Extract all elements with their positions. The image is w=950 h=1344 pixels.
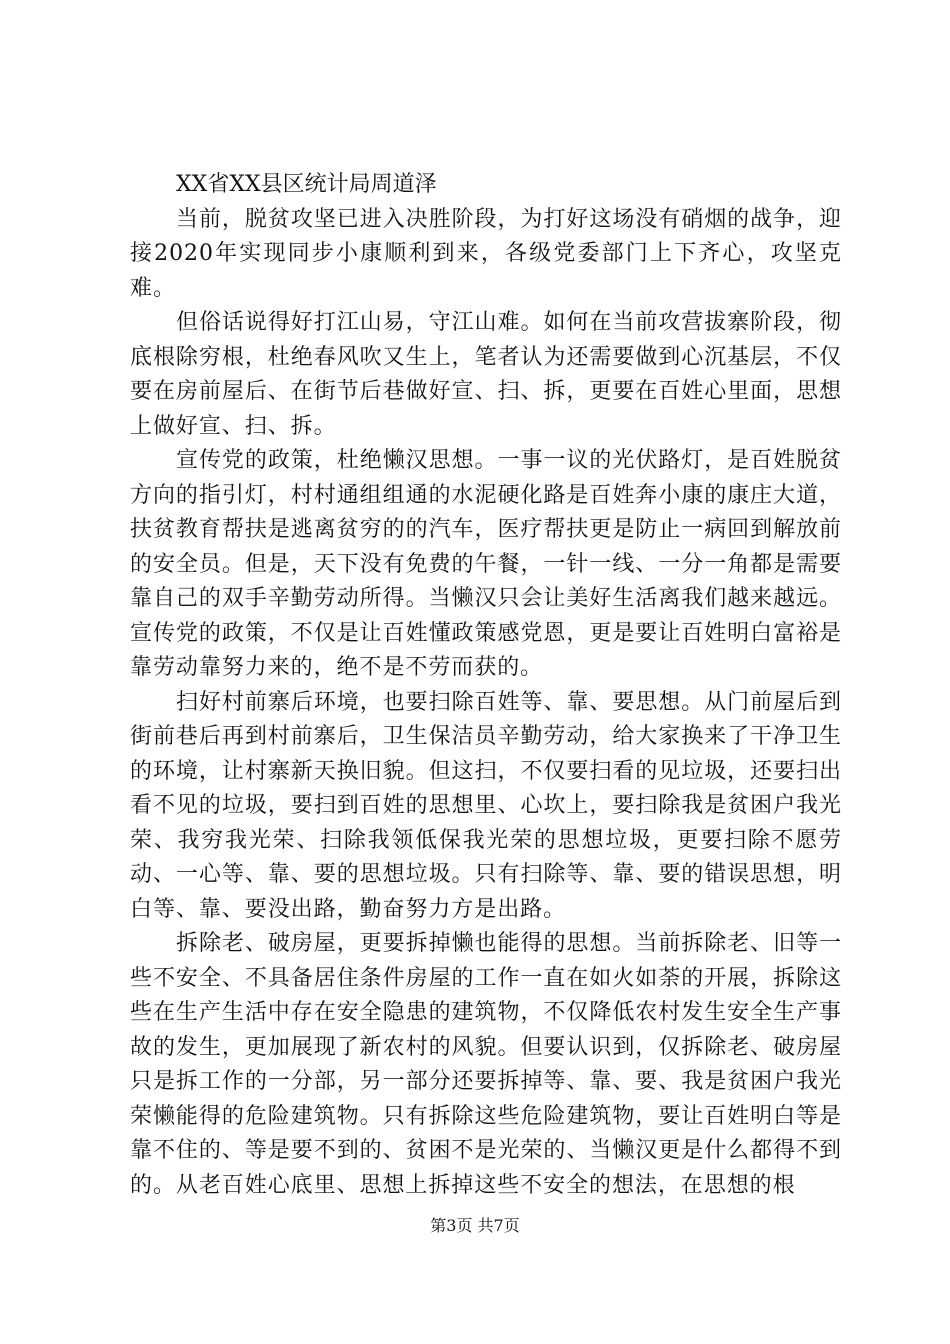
paragraph-5: 拆除老、破房屋，更要拆掉懒也能得的思想。当前拆除老、旧等一些不安全、不具备居住条件房屋的工作一直在如火如荼的开展，拆除这些在生产生活中存在安全隐患的建筑物，不仅降低农村发生安全生产事故的发生，更加展现了新农村的风貌。但要认识到，仅拆除老、破房屋只是拆工作的一分部，另一部分还要拆掉等、靠、要、我是贫困户我光荣懒能得的危险建筑物。只有拆除这些危险建筑物，要让百姓明白等是靠不住的、等是要不到的、贫困不是光荣的、当懒汉更是什么都得不到的。从老百姓心底里、思想上拆掉这些不安全的想法，在思想的根: [130, 931, 842, 1198]
page-number-label: 第3页 共7页: [430, 1216, 520, 1235]
author-line: XX省XX县区统计局周道泽: [176, 172, 437, 197]
paragraph-4: 扫好村前寨后环境，也要扫除百姓等、靠、要思想。从门前屋后到街前巷后再到村前寨后，卫生保洁员辛勤劳动，给大家换来了干净卫生的环境，让村寨新天换旧貌。但这扫，不仅要扫看的见垃圾，还要扫出看不见的垃圾，要扫到百姓的思想里、心坎上，要扫除我是贫困户我光荣、我穷我光荣、扫除我领低保我光荣的思想垃圾，更要扫除不愿劳动、一心等、靠、要的思想垃圾。只有扫除等、靠、要的错误思想，明白等、靠、要没出路，勤奋努力方是出路。: [130, 689, 842, 922]
paragraph-2: 但俗话说得好打江山易，守江山难。如何在当前攻营拔寨阶段，彻底根除穷根，杜绝春风吹又生上，笔者认为还需要做到心沉基层，不仅要在房前屋后、在街节后巷做好宣、扫、拆，更要在百姓心里面，思想上做好宣、扫、拆。: [130, 310, 842, 439]
document-body: [130, 168, 842, 1203]
page-footer: [0, 1216, 950, 1236]
paragraph-3: 宣传党的政策，杜绝懒汉思想。一事一议的光伏路灯，是百姓脱贫方向的指引灯，村村通组组通的水泥硬化路是百姓奔小康的康庄大道，扶贫教育帮扶是逃离贫穷的的汽车，医疗帮扶更是防止一病回到解放前的安全员。但是，天下没有免费的午餐，一针一线、一分一角都是需要靠自己的双手辛勤劳动所得。当懒汉只会让美好生活离我们越来越远。宣传党的政策，不仅是让百姓懂政策感党恩，更是要让百姓明白富裕是靠劳动靠努力来的，绝不是不劳而获的。: [130, 448, 842, 680]
paragraph-1: 当前，脱贫攻坚已进入决胜阶段，为打好这场没有硝烟的战争，迎接2020年实现同步小康顺利到来，各级党委部门上下齐心，攻坚克难。: [130, 206, 842, 301]
